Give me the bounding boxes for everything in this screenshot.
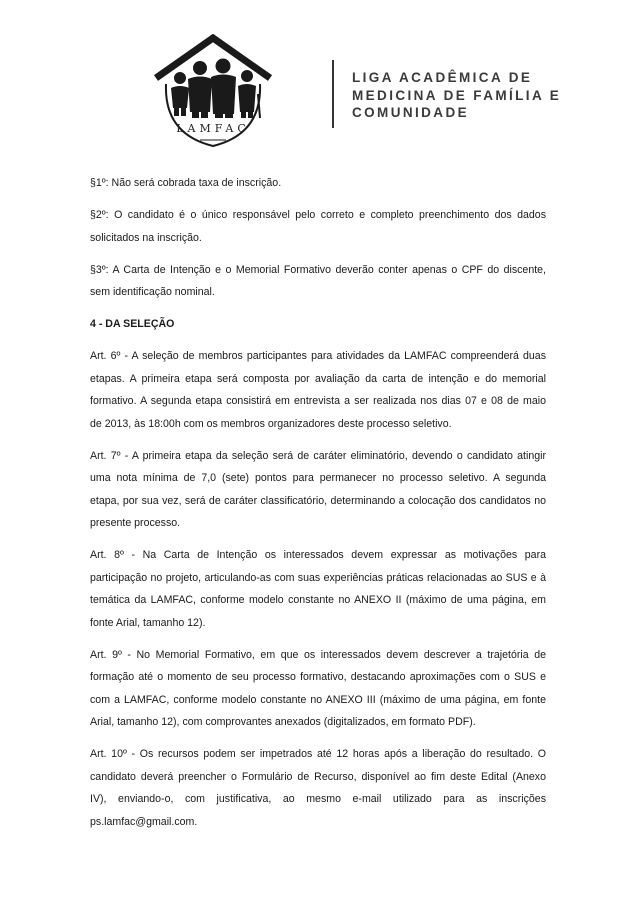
text-line: formação até o momento de seu processo formativo, destacando aproximações com o SUS e bbox=[90, 671, 546, 683]
paragraph-3 bbox=[90, 259, 546, 304]
page-header bbox=[0, 0, 638, 160]
org-name-line: COMUNIDADE bbox=[352, 105, 469, 120]
text-line: candidato deverá preencher o Formulário de Recurso, disponível ao fim deste Edital (Anexo bbox=[90, 770, 546, 783]
text-line: solicitados na inscrição. bbox=[90, 231, 202, 244]
text-line: uma nota mínima de 7,0 (sete) pontos para permanecer no processo seletivo. A segunda bbox=[90, 472, 546, 484]
text-line: presente processo. bbox=[90, 517, 181, 529]
organization-name bbox=[352, 69, 561, 122]
text-line: formativo. A segunda etapa consistirá em entrevista a ser realizada nos dias 07 e 08 de maio bbox=[90, 395, 546, 407]
text-line: Art. 9º - No Memorial Formativo, em que os interessados devem descrever a trajetória de bbox=[90, 648, 546, 661]
text-line: Art. 6º - A seleção de membros participantes para atividades da LAMFAC compreenderá duas bbox=[90, 350, 546, 362]
paragraph-1 bbox=[90, 172, 546, 195]
article-10 bbox=[90, 743, 546, 833]
article-8 bbox=[90, 544, 546, 634]
logo-text: LAMFAC bbox=[176, 122, 250, 135]
text-line: Arial, tamanho 12), com comprovantes anexados (digitalizados, em formato PDF). bbox=[90, 716, 476, 728]
text-line: etapa, por sua vez, será de caráter classificatório, determinando a colocação dos candidatos no bbox=[90, 494, 546, 507]
text-line: §1º: Não será cobrada taxa de inscrição. bbox=[90, 177, 282, 189]
text-line: §2º: O candidato é o único responsável pelo correto e completo preenchimento dos dados bbox=[90, 209, 546, 221]
text-line: sem identificação nominal. bbox=[90, 286, 215, 298]
text-line: Art. 8º - Na Carta de Intenção os interessados devem expressar as motivações para bbox=[90, 549, 546, 561]
paragraph-2 bbox=[90, 204, 546, 249]
article-6 bbox=[90, 345, 546, 435]
text-line: Art. 7º - A primeira etapa da seleção será de caráter eliminatório, devendo o candidato atingir bbox=[90, 449, 546, 462]
text-line: com a LAMFAC, conforme modelo constante no ANEXO III (máximo de uma página, em fonte bbox=[90, 693, 546, 706]
article-7 bbox=[90, 445, 546, 535]
text-line: etapas. A primeira etapa será composta por avaliação da carta de intenção e do memorial bbox=[90, 372, 546, 385]
org-name-line: LIGA ACADÊMICA DE bbox=[352, 70, 533, 85]
text-line: Art. 10º - Os recursos podem ser impetrados até 12 horas após a liberação do resultado. O bbox=[90, 748, 546, 760]
text-line: participação no projeto, articulando-as com suas experiências práticas relacionadas ao SUS e à bbox=[90, 571, 546, 584]
article-9 bbox=[90, 644, 546, 734]
section-heading: 4 - DA SELEÇÃO bbox=[90, 318, 175, 330]
text-line: IV), enviando-o, com justificativa, ao mesmo e-mail utilizado para as inscrições bbox=[90, 793, 546, 805]
text-line: temática da LAMFAC, conforme modelo constante no ANEXO II (máximo de uma página, em bbox=[90, 594, 546, 606]
lamfac-logo bbox=[150, 34, 276, 152]
org-name-line: MEDICINA DE FAMÍLIA E bbox=[352, 87, 562, 103]
text-line: de 2013, às 18:00h com os membros organizadores deste processo seletivo. bbox=[90, 417, 452, 430]
document-body bbox=[90, 172, 546, 843]
text-line: §3º: A Carta de Intenção e o Memorial Formativo deverão conter apenas o CPF do discente, bbox=[90, 263, 546, 276]
text-line: fonte Arial, tamanho 12). bbox=[90, 616, 206, 629]
email-link: ps.lamfac@gmail.com. bbox=[90, 815, 198, 828]
header-divider bbox=[332, 60, 334, 128]
